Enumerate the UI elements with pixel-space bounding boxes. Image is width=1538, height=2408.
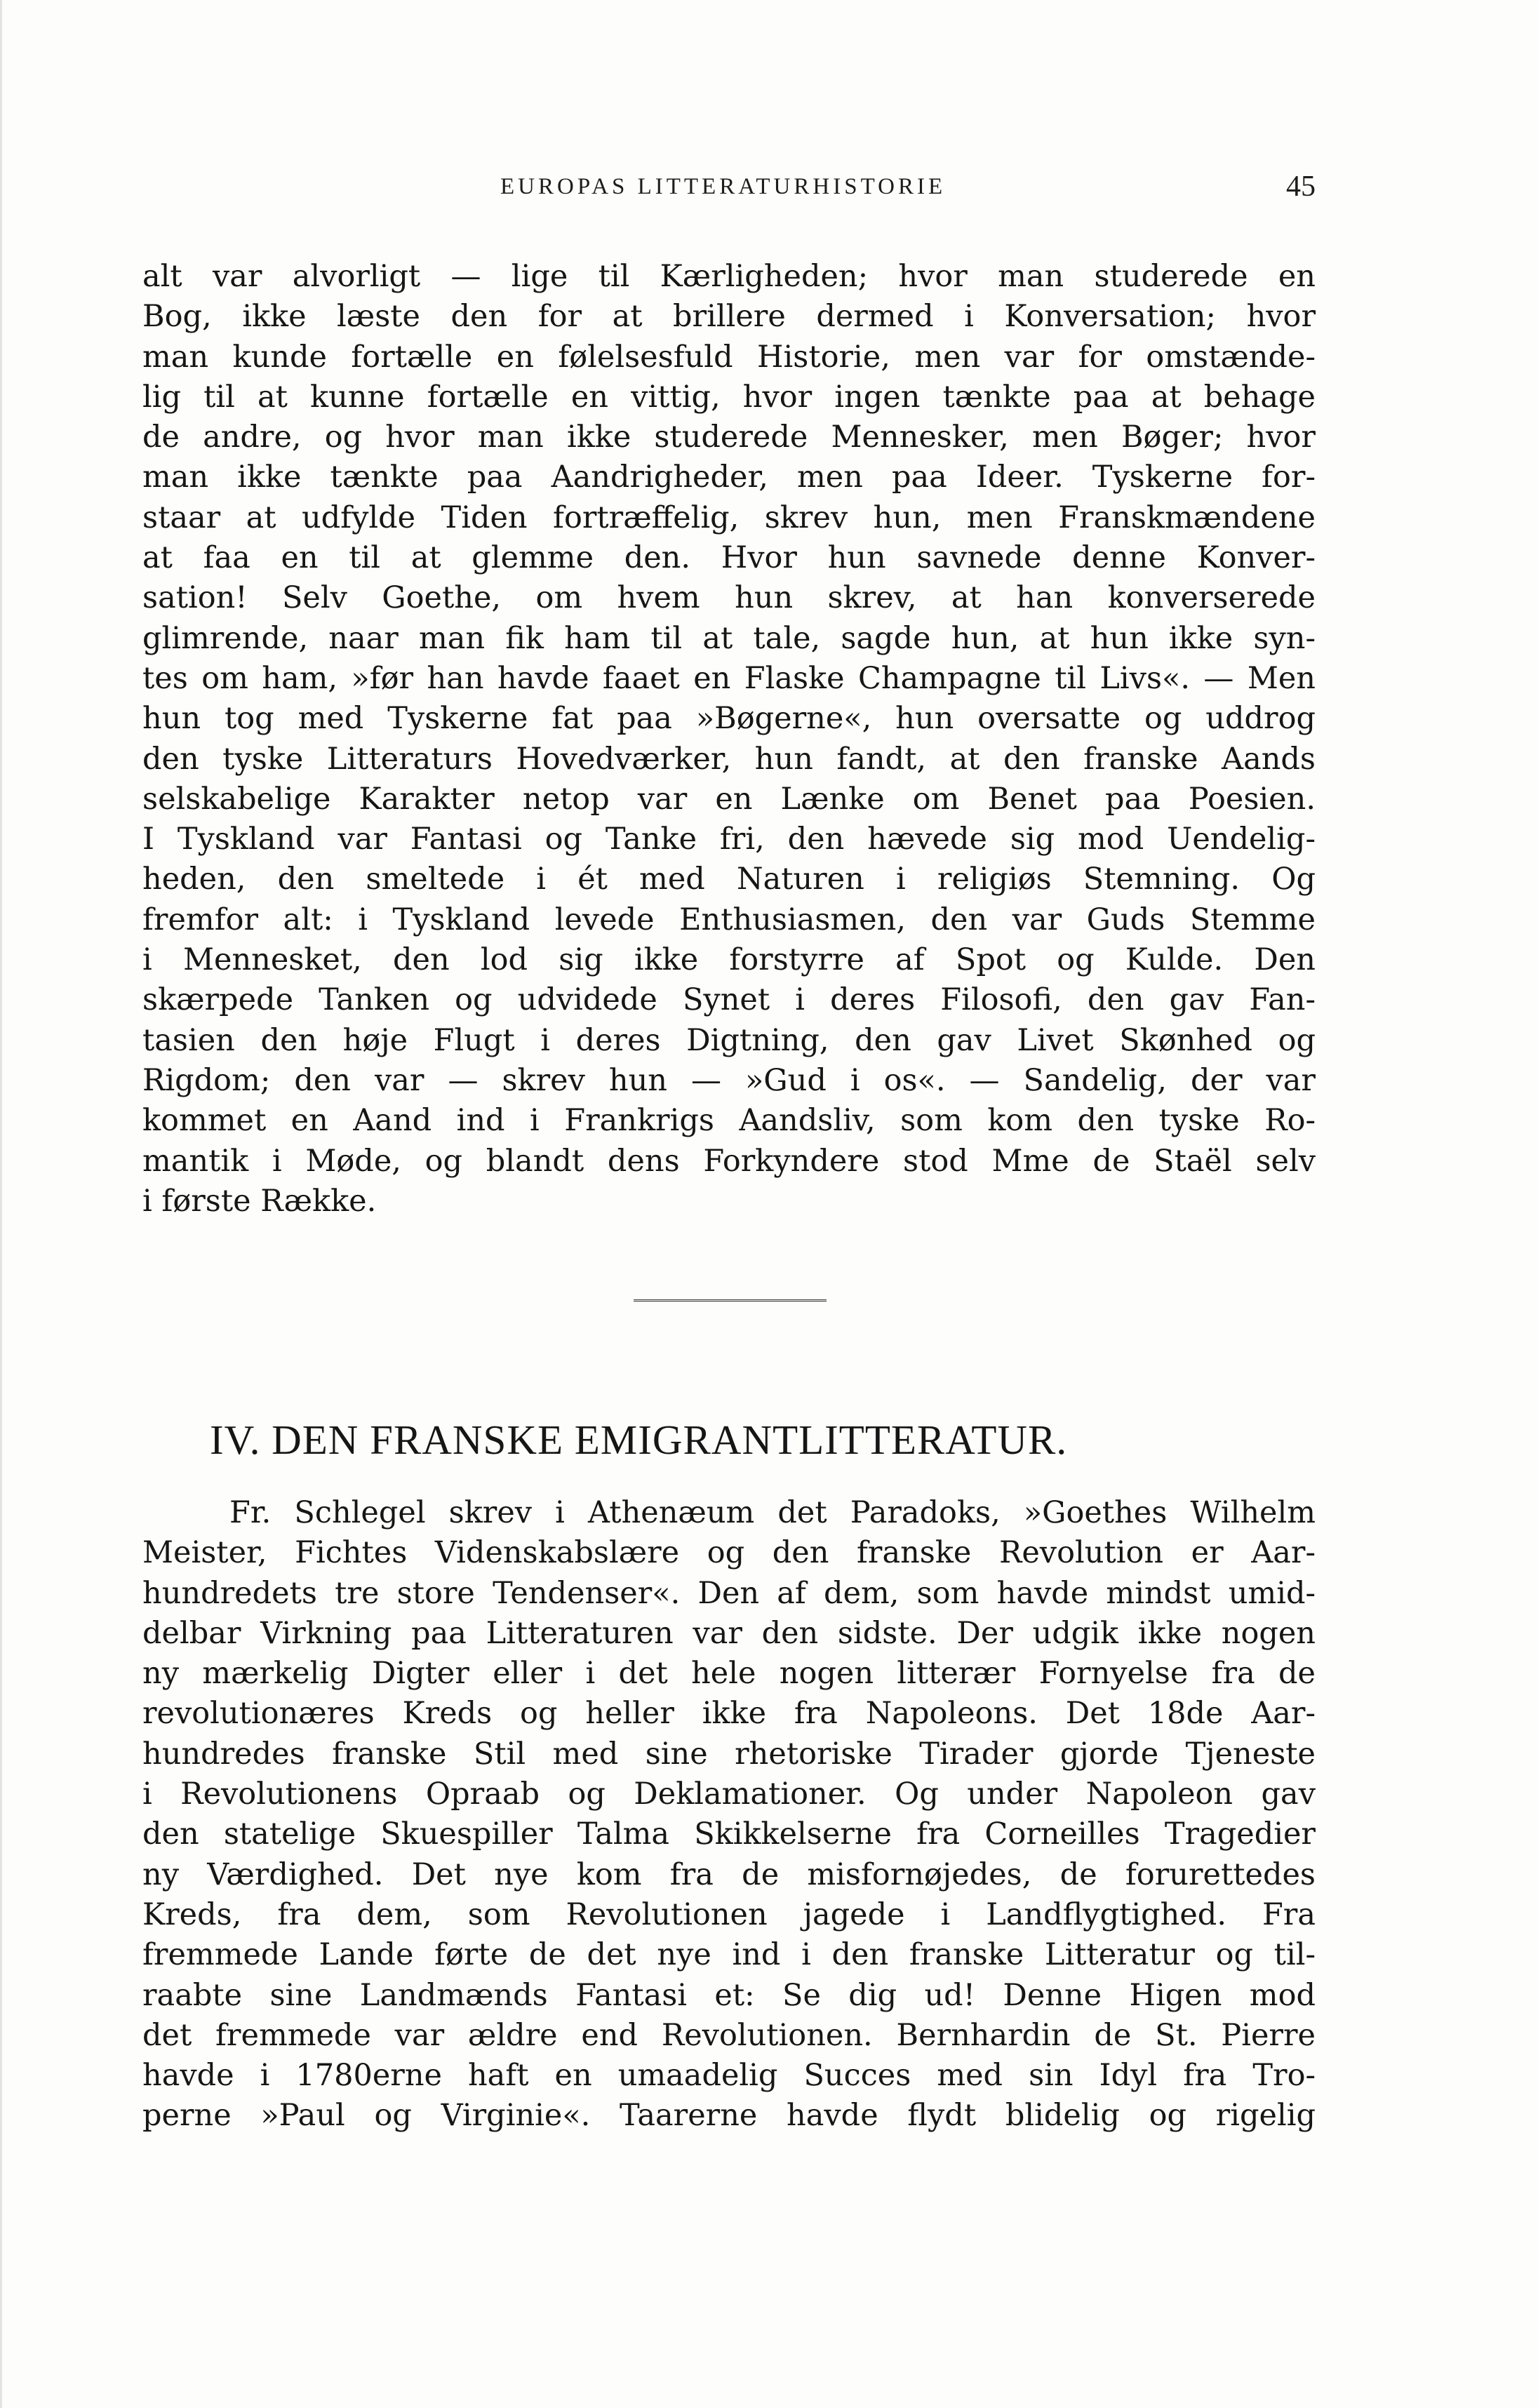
text-line: kommet en Aand ind i Frankrigs Aandsliv, som kom den tyske Ro- (142, 1103, 1316, 1139)
page-number: 45 (1286, 170, 1316, 203)
text-line: delbar Virkning paa Litteraturen var den sidste. Der udgik ikke nogen (142, 1615, 1316, 1651)
text-line: raabte sine Landmænds Fantasi et: Se dig ud! Denne Higen mod (142, 1977, 1316, 2013)
paragraph-2 (142, 1493, 1316, 2136)
text-line: tes om ham, »før han havde faaet en Flaske Champagne til Livs«. — Men (142, 660, 1316, 696)
text-line: selskabelige Karakter netop var en Lænke om Benet paa Poesien. (142, 781, 1316, 817)
text-line: heden, den smeltede i ét med Naturen i religiøs Stemning. Og (142, 862, 1316, 897)
page-header (142, 170, 1316, 216)
text-line: at faa en til at glemme den. Hvor hun savnede denne Konver- (142, 540, 1316, 576)
section-heading: IV. DEN FRANSKE EMIGRANTLITTERATUR. (210, 1417, 1068, 1463)
running-title: EUROPAS LITTERATURHISTORIE (500, 174, 947, 199)
text-line: i Revolutionens Opraab og Deklamationer. Og under Napoleon gav (142, 1777, 1316, 1812)
text-line: det fremmede var ældre end Revolutionen. Bernhardin de St. Pierre (142, 2017, 1316, 2053)
text-line: ny Værdighed. Det nye kom fra de misfornøjedes, de forurettedes (142, 1857, 1316, 1892)
text-line: Meister, Fichtes Videnskabslære og den franske Revolution er Aar- (142, 1535, 1316, 1571)
text-line: man kunde fortælle en følelsesfuld Historie, men var for omstænde- (142, 339, 1316, 375)
text-line: den statelige Skuespiller Talma Skikkelserne fra Corneilles Tragedier (142, 1817, 1316, 1852)
text-line: i første Række. (142, 1183, 377, 1219)
text-line: ny mærkelig Digter eller i det hele nogen litterær Fornyelse fra de (142, 1656, 1316, 1692)
text-line: hundredes franske Stil med sine rhetoriske Tirader gjorde Tjeneste (142, 1736, 1316, 1772)
text-line: Fr. Schlegel skrev i Athenæum det Paradoks, »Goethes Wilhelm (229, 1495, 1316, 1530)
text-line: skærpede Tanken og udvidede Synet i deres Filosofi, den gav Fan- (142, 982, 1316, 1018)
text-line: hundredets tre store Tendenser«. Den af dem, som havde mindst umid- (142, 1575, 1316, 1611)
text-line: lig til at kunne fortælle en vittig, hvor ingen tænkte paa at behage (142, 379, 1316, 415)
text-line: fremfor alt: i Tyskland levede Enthusiasmen, den var Guds Stemme (142, 902, 1316, 937)
text-line: perne »Paul og Virginie«. Taarerne havde flydt blidelig og rigelig (142, 2098, 1316, 2134)
text-line: staar at udfylde Tiden fortræffelig, skrev hun, men Franskmændene (142, 500, 1316, 535)
text-line: Bog, ikke læste den for at brillere dermed i Konversation; hvor (142, 299, 1316, 335)
section-divider (634, 1299, 827, 1302)
text-line: Kreds, fra dem, som Revolutionen jagede i Landflygtighed. Fra (142, 1897, 1316, 1932)
text-line: revolutionæres Kreds og heller ikke fra Napoleons. Det 18de Aar- (142, 1696, 1316, 1732)
text-line: den tyske Litteraturs Hovedværker, hun fandt, at den franske Aands (142, 741, 1316, 777)
paragraph-1 (142, 257, 1316, 1222)
text-line: I Tyskland var Fantasi og Tanke fri, den hævede sig mod Uendelig- (142, 822, 1316, 857)
text-line: man ikke tænkte paa Aandrigheder, men paa Ideer. Tyskerne for- (142, 460, 1316, 495)
text-line: de andre, og hvor man ikke studerede Mennesker, men Bøger; hvor (142, 420, 1316, 455)
text-line: tasien den høje Flugt i deres Digtning, den gav Livet Skønhed og (142, 1022, 1316, 1058)
text-line: fremmede Lande førte de det nye ind i den franske Litteratur og til- (142, 1937, 1316, 1973)
text-line: Rigdom; den var — skrev hun — »Gud i os«. — Sandelig, der var (142, 1062, 1316, 1098)
text-line: havde i 1780erne haft en umaadelig Succes med sin Idyl fra Tro- (142, 2058, 1316, 2094)
text-line: sation! Selv Goethe, om hvem hun skrev, at han konverserede (142, 580, 1316, 616)
text-line: alt var alvorligt — lige til Kærligheden; hvor man studerede en (142, 259, 1316, 294)
text-line: hun tog med Tyskerne fat paa »Bøgerne«, hun oversatte og uddrog (142, 701, 1316, 737)
text-line: glimrende, naar man fik ham til at tale, sagde hun, at hun ikke syn- (142, 620, 1316, 656)
text-line: mantik i Møde, og blandt dens Forkyndere stod Mme de Staël selv (142, 1143, 1316, 1179)
text-line: i Mennesket, den lod sig ikke forstyrre af Spot og Kulde. Den (142, 942, 1316, 978)
